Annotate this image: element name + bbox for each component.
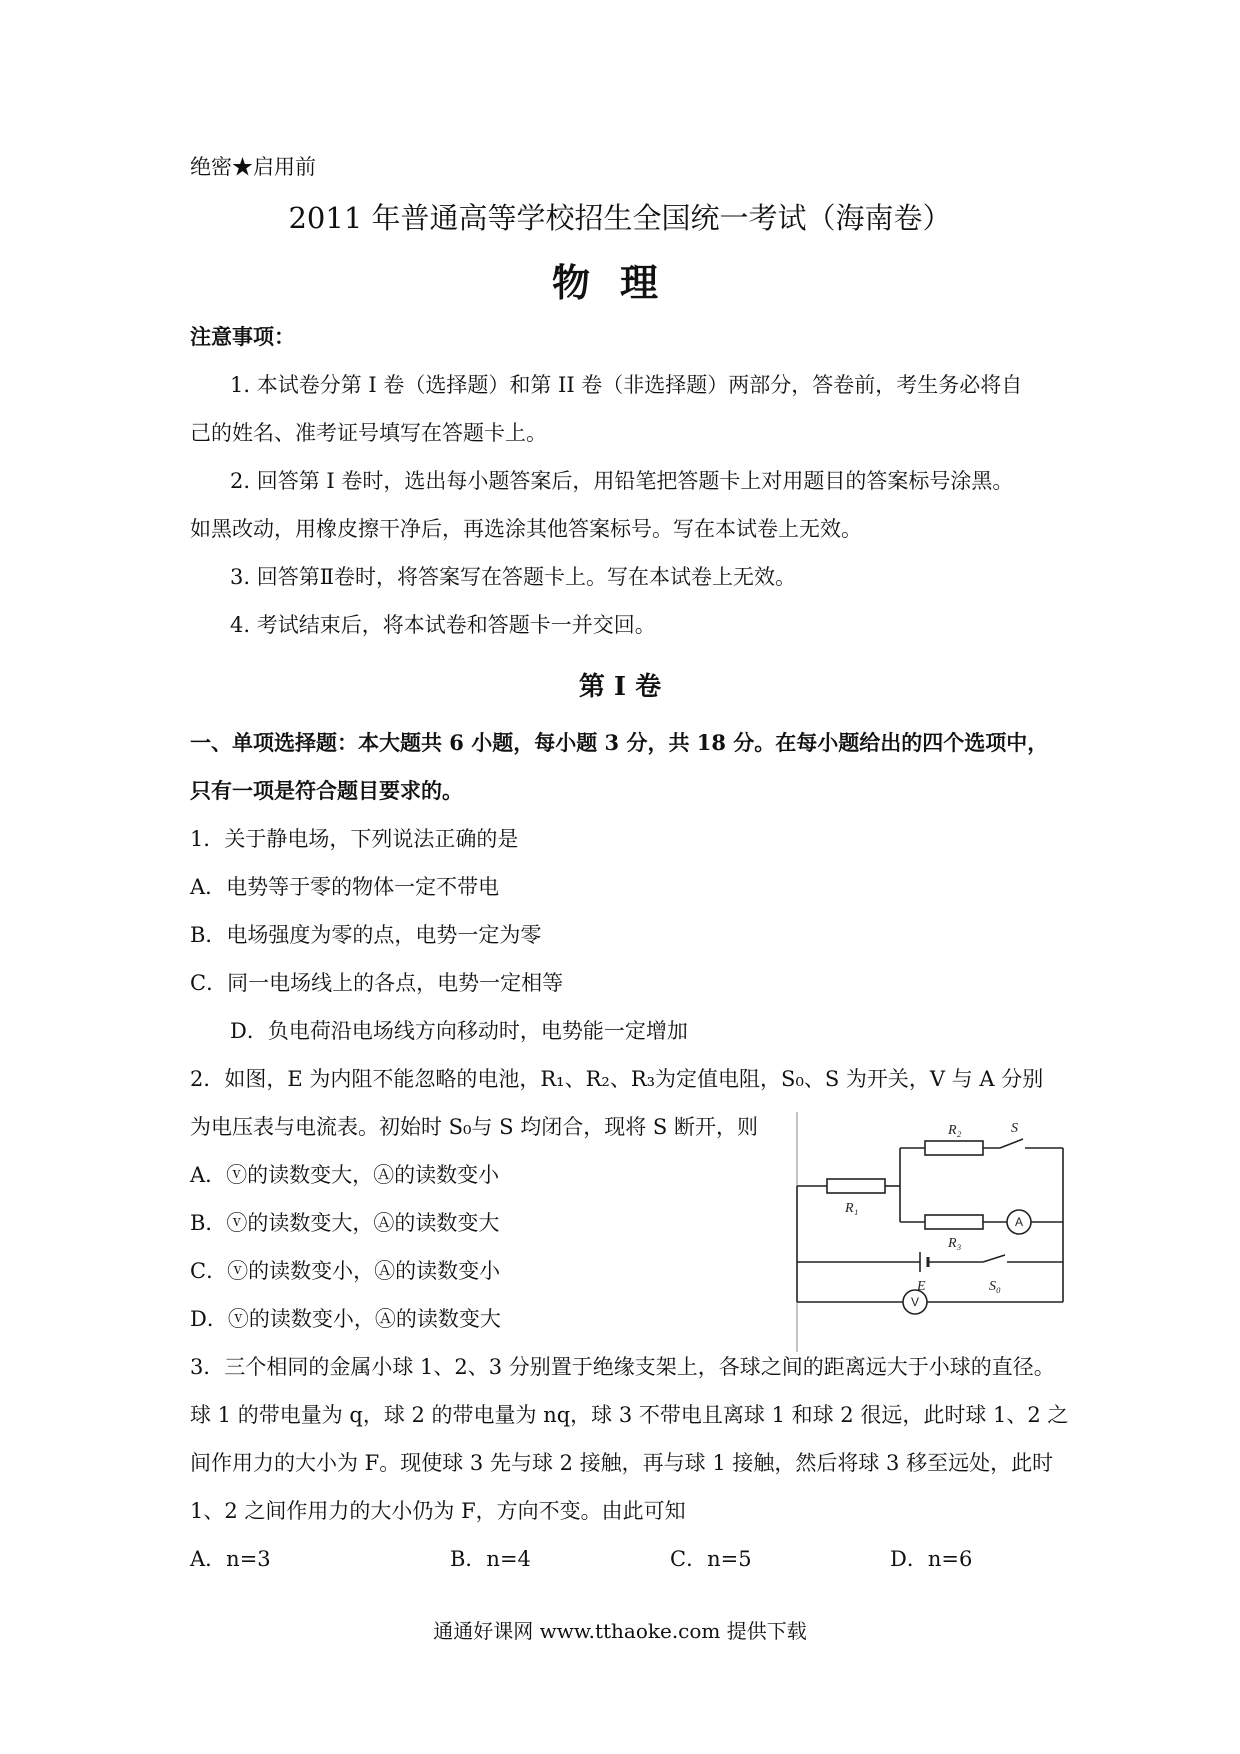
secret-label: 绝密★启用前 xyxy=(190,155,316,179)
resistor-r3 xyxy=(925,1215,983,1229)
label-r3: R₃ xyxy=(948,1236,962,1251)
q1-option-a: A．电势等于零的物体一定不带电 xyxy=(190,875,500,899)
q1-option-c: C．同一电场线上的各点，电势一定相等 xyxy=(190,971,564,995)
q1-stem: 1．关于静电场，下列说法正确的是 xyxy=(190,827,519,851)
notice-item-2-cont: 如黑改动，用橡皮擦干净后，再选涂其他答案标号。写在本试卷上无效。 xyxy=(190,517,862,541)
notice-item-3: 3. 回答第Ⅱ卷时，将答案写在答题卡上。写在本试卷上无效。 xyxy=(230,565,796,589)
q2-option-a: A．ⓥ的读数变大，Ⓐ的读数变小 xyxy=(190,1163,500,1187)
q2-option-b: B．ⓥ的读数变大，Ⓐ的读数变大 xyxy=(190,1211,500,1235)
ammeter-label: A xyxy=(1014,1215,1024,1229)
notice-heading: 注意事项： xyxy=(190,324,295,349)
q1-option-d: D．负电荷沿电场线方向移动时，电势能一定增加 xyxy=(230,1019,688,1043)
section-instruction-2: 只有一项是符合题目要求的。 xyxy=(190,778,463,803)
q2-stem-1: 2．如图，E 为内阻不能忽略的电池，R₁、R₂、R₃为定值电阻，S₀、S 为开关，V 与 A 分别 xyxy=(190,1067,1044,1091)
q2-stem-2: 为电压表与电流表。初始时 S₀与 S 均闭合，现将 S 断开，则 xyxy=(190,1115,758,1139)
footer-source: 通通好课网 www.tthaoke.com 提供下载 xyxy=(433,1619,807,1643)
q3-line-2: 球 1 的带电量为 q，球 2 的带电量为 nq，球 3 不带电且离球 1 和球 2 很远，此时球 1、2 之 xyxy=(190,1403,1069,1427)
voltmeter-label: V xyxy=(910,1295,920,1309)
q3-option-d: D．n=6 xyxy=(890,1547,973,1571)
q3-option-a: A．n=3 xyxy=(190,1547,271,1571)
q2-option-d: D．ⓥ的读数变小，Ⓐ的读数变大 xyxy=(190,1307,501,1331)
q3-option-c: C．n=5 xyxy=(670,1547,752,1571)
resistor-r1 xyxy=(827,1179,885,1193)
exam-title: 2011 年普通高等学校招生全国统一考试（海南卷） xyxy=(288,201,952,235)
switch-s0 xyxy=(983,1255,1005,1262)
notice-item-4: 4. 考试结束后，将本试卷和答题卡一并交回。 xyxy=(230,613,656,637)
q1-option-b: B．电场强度为零的点，电势一定为零 xyxy=(190,923,542,947)
q3-line-4: 1、2 之间作用力的大小仍为 F，方向不变。由此可知 xyxy=(190,1499,686,1523)
label-s: S xyxy=(1011,1121,1018,1136)
section-instruction-1: 一、单项选择题：本大题共 6 小题，每小题 3 分，共 18 分。在每小题给出的四个选项中， xyxy=(190,730,1049,755)
label-r2: R₂ xyxy=(948,1123,962,1138)
label-s0: S₀ xyxy=(989,1279,1001,1294)
subject-title: 物理 xyxy=(551,260,688,305)
resistor-r2 xyxy=(925,1141,983,1155)
label-r1: R₁ xyxy=(845,1201,859,1216)
q3-line-1: 3．三个相同的金属小球 1、2、3 分别置于绝缘支架上，各球之间的距离远大于小球的直径。 xyxy=(190,1355,1055,1379)
notice-item-1: 1. 本试卷分第 I 卷（选择题）和第 II 卷（非选择题）两部分，答卷前，考生务必将自 xyxy=(230,373,1023,397)
q2-option-c: C．ⓥ的读数变小，Ⓐ的读数变小 xyxy=(190,1259,501,1283)
notice-item-1-cont: 己的姓名、准考证号填写在答题卡上。 xyxy=(190,421,547,445)
q3-line-3: 间作用力的大小为 F。现使球 3 先与球 2 接触，再与球 1 接触，然后将球 3 移至远处，此时 xyxy=(190,1451,1054,1475)
label-e: E xyxy=(917,1279,926,1294)
circuit-diagram xyxy=(785,1112,1085,1352)
part-1-title: 第 Ⅰ 卷 xyxy=(578,672,662,702)
notice-item-2: 2. 回答第 I 卷时，选出每小题答案后，用铅笔把答题卡上对用题目的答案标号涂黑。 xyxy=(230,469,1014,493)
q3-option-b: B．n=4 xyxy=(450,1547,531,1571)
switch-s xyxy=(1000,1139,1023,1148)
